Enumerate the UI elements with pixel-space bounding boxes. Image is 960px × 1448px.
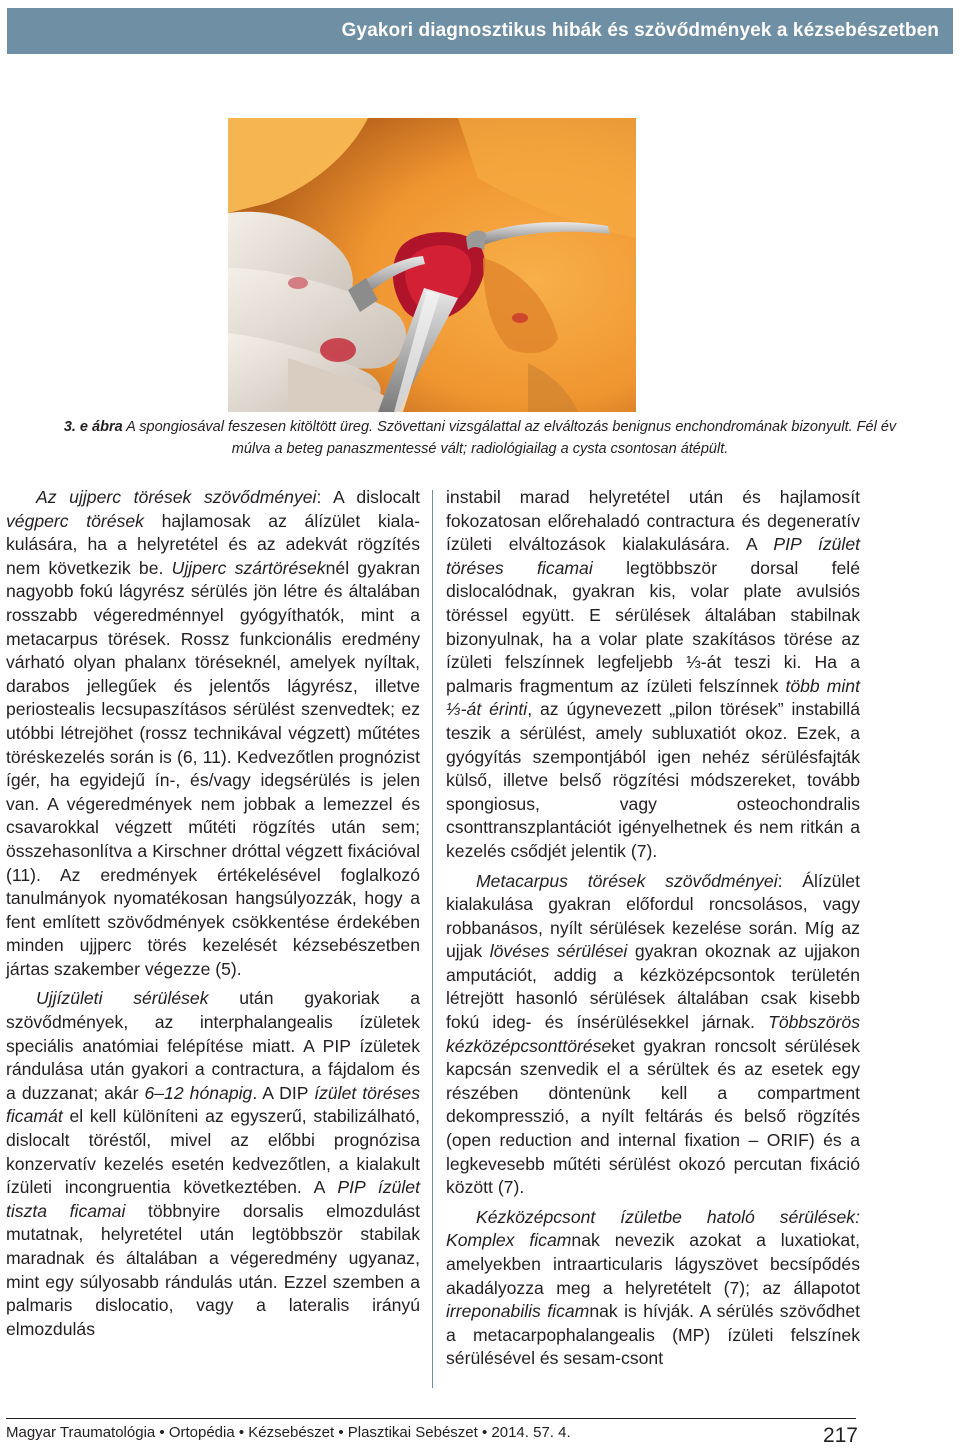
running-header-title: Gyakori diagnosztikus hibák és szövődmények a kézsebészetben [341, 20, 939, 41]
text-run: többnyire dorsalis elmozdulást mutatnak, helyretétel után legtöbbször stabilak maradnak és általában a végeredmény ugyanaz, mint egy súlyosabb rándulás után. Ezzel szemben a palmaris dislocatio, vagy a lateralis irányú elmozdulás [6, 1200, 420, 1339]
term-pip-fracture-dislocation: PIP ízület töréses ficamai [446, 534, 860, 578]
text-run: nak is hívják. A sérülés szövődhet a metacarpophalangealis (MP) ízületi felszínek sérülésével és sesam-csont [446, 1301, 861, 1369]
term-multiple-metacarpal-fracture: Többszörös kézközépcsonttörése [446, 1012, 860, 1056]
text-run: hajlamosak az álízület kiala-kulására, ha a helyretétel és az adekvát rögzítés nem következik be. [6, 510, 420, 578]
term-metacarpal-complications: Metacarpus törések szövődményei [476, 870, 778, 891]
surgical-photo-icon [228, 118, 636, 412]
term-pip-pure-dislocation: PIP ízület tiszta ficamai [6, 1177, 420, 1221]
figure-caption-line2: múlva a beteg panaszmentessé vált; radiológiailag a cysta csontosan átépült. [231, 441, 729, 457]
figure-caption [8, 416, 952, 460]
text-run: után gyakoriak a szövődmények, az interphalangealis ízületek speciális anatómiai felépítése miatt. A PIP ízületek rándulása után gyakori a contractura, a fájdalom és a duzzanat; akár [6, 988, 421, 1103]
text-run: . A DIP [252, 1082, 315, 1103]
footer-rule [6, 1418, 856, 1419]
column-divider [432, 490, 433, 1388]
page-number: 217 [822, 1424, 858, 1447]
left-column [6, 486, 420, 1341]
text-run: : A dislocalt [316, 487, 420, 507]
paragraph-pip-continuation [446, 486, 860, 864]
figure-caption-line1: A spongiosával feszesen kitöltött üreg. Szövettani vizsgálattal az elváltozás benignus enchondromának bizonyult. Fél év [122, 419, 897, 435]
text-run: : Álízület kialakulása gyakran előfordul roncsolásos, vagy robbanásos, nyílt sérülések kezelése során. Míg az ujjak [446, 870, 860, 962]
term-more-than-third: több mint ⅓-át érinti [446, 675, 860, 720]
term-duration: 6–12 hónapig [144, 1082, 253, 1103]
term-shaft-fracture: Ujjperc szártörések [171, 557, 326, 578]
term-gunshot-injuries: lövéses sérülései [489, 941, 628, 962]
text-run: , az úgynevezett „pilon törések” instabillá teszik a sérülést, amely subluxatiót okoz. Ezek, a gyógyítás szempontjából igen nehéz sérülésfajták külső, illetve belső rögzítési módszereket, tovább spongiosus, vagy osteochondralis csonttranszplantációt igényelhetnek és nem ritkán a kezelés csődjét jelentik (7). [446, 699, 860, 861]
term-joint-injuries: Ujjízületi sérülések [36, 988, 209, 1009]
paragraph-phalanx-complications [6, 486, 420, 981]
figure-caption-label: 3. e ábra [63, 419, 123, 435]
term-complex-dislocation: Kézközépcsont ízületbe hatoló sérülések: Komplex ficam [446, 1206, 860, 1251]
text-run: el kell különíteni az egyszerű, stabilizálható, dislocalt töréstől, mivel az előbbi prognózisa konzervatív kezelés esetén kedvezőtlen, a kialakult ízületi incongruentia következtében. A [6, 1106, 420, 1198]
figure-photo [228, 118, 636, 412]
text-run: gyakran okoznak az ujjakon amputációt, addig a kézközépcsontok területén létrejött hasonló sérülések általában csak kisebb fokú ideg- és ínsérülésekkel járnak. [446, 941, 861, 1033]
term-phalanx-complications: Az ujjperc törések szövődményei [36, 487, 317, 507]
paragraph-joint-injuries [6, 987, 420, 1341]
term-irreducible-dislocation: irreponabilis ficam [446, 1301, 590, 1322]
text-run: legtöbbször dorsal felé dislocalódnak, gyakran kis, volar plate avulsiós töréssel együtt. E sérülések általában stabilnak bizonyulnak, ha a volar plate szakításos törése az ízületi felszínnek legfeljebb ⅓-át teszi ki. Ha a palmaris fragmentum az ízületi felszínnek [446, 557, 860, 696]
paragraph-metacarpal-complications [446, 870, 860, 1200]
term-distal-phalanx-fracture: végperc törések [6, 510, 144, 531]
text-run: instabil marad helyretétel után és hajlamosít fokozatosan előrehaladó contractura és degeneratív ízületi elváltozások kialakulására. A [446, 487, 860, 555]
text-run: ket gyakran roncsolt sérülések kapcsán szenvedik el a sérültek és az esetek egy részében döntenünk kell a compartment dekompresszió, a nyílt feltárás és belső rögzítés (open reduction and internal fixation – ORIF) és a legkevesebb műtéti sérülést okozó percutan fixáció között (7). [446, 1035, 860, 1198]
journal-footer: Magyar Traumatológia • Ortopédia • Kézsebészet • Plasztikai Sebészet • 2014. 57. 4. [6, 1424, 571, 1441]
running-header [7, 8, 953, 54]
term-dip-fracture-dislocation: ízület töréses ficamát [6, 1082, 420, 1127]
text-run: nél gyakran nagyobb fokú lágyrész sérülés jön létre és általában rosszabb végeredménnyel gyógyíthatók, mint a metacarpus törések. Rossz funkcionális eredmény várható olyan phalanx töréseknél, amelyek nyíltak, darabos jellegűek és jelentős lágyrész, illetve periostealis lecsupaszításos sérülést szenvedtek; ez utóbbi létrejöhet (rossz technikával végzett) műtétes töréskezelés során is (6, 11). Kedvezőtlen prognózist ígér, ha egyidejű ín-, és/vagy idegsérülés is jelen van. A végeredmények nem jobbak a lemezzel és csavarokkal végzett műtéti rögzítés után sem; összehasonlítva a Kirschner dróttal végzett fixációval (11). Az eredmények értékelésével foglalkozó tanulmányok nyomatékosan hangsúlyozzák, hogy a fent említett szövődmények csökkentése érdekében minden ujjperc törés kezelését kézsebészetben jártas szakember végezze (5). [6, 557, 420, 979]
text-run: nak nevezik azokat a luxatiokat, amelyekben intraarticularis lágyszövet becsípődés akadályozza meg a helyretételt (7); az állapotot [446, 1230, 860, 1298]
paragraph-complex-dislocation [446, 1206, 860, 1371]
right-column [446, 486, 860, 1371]
